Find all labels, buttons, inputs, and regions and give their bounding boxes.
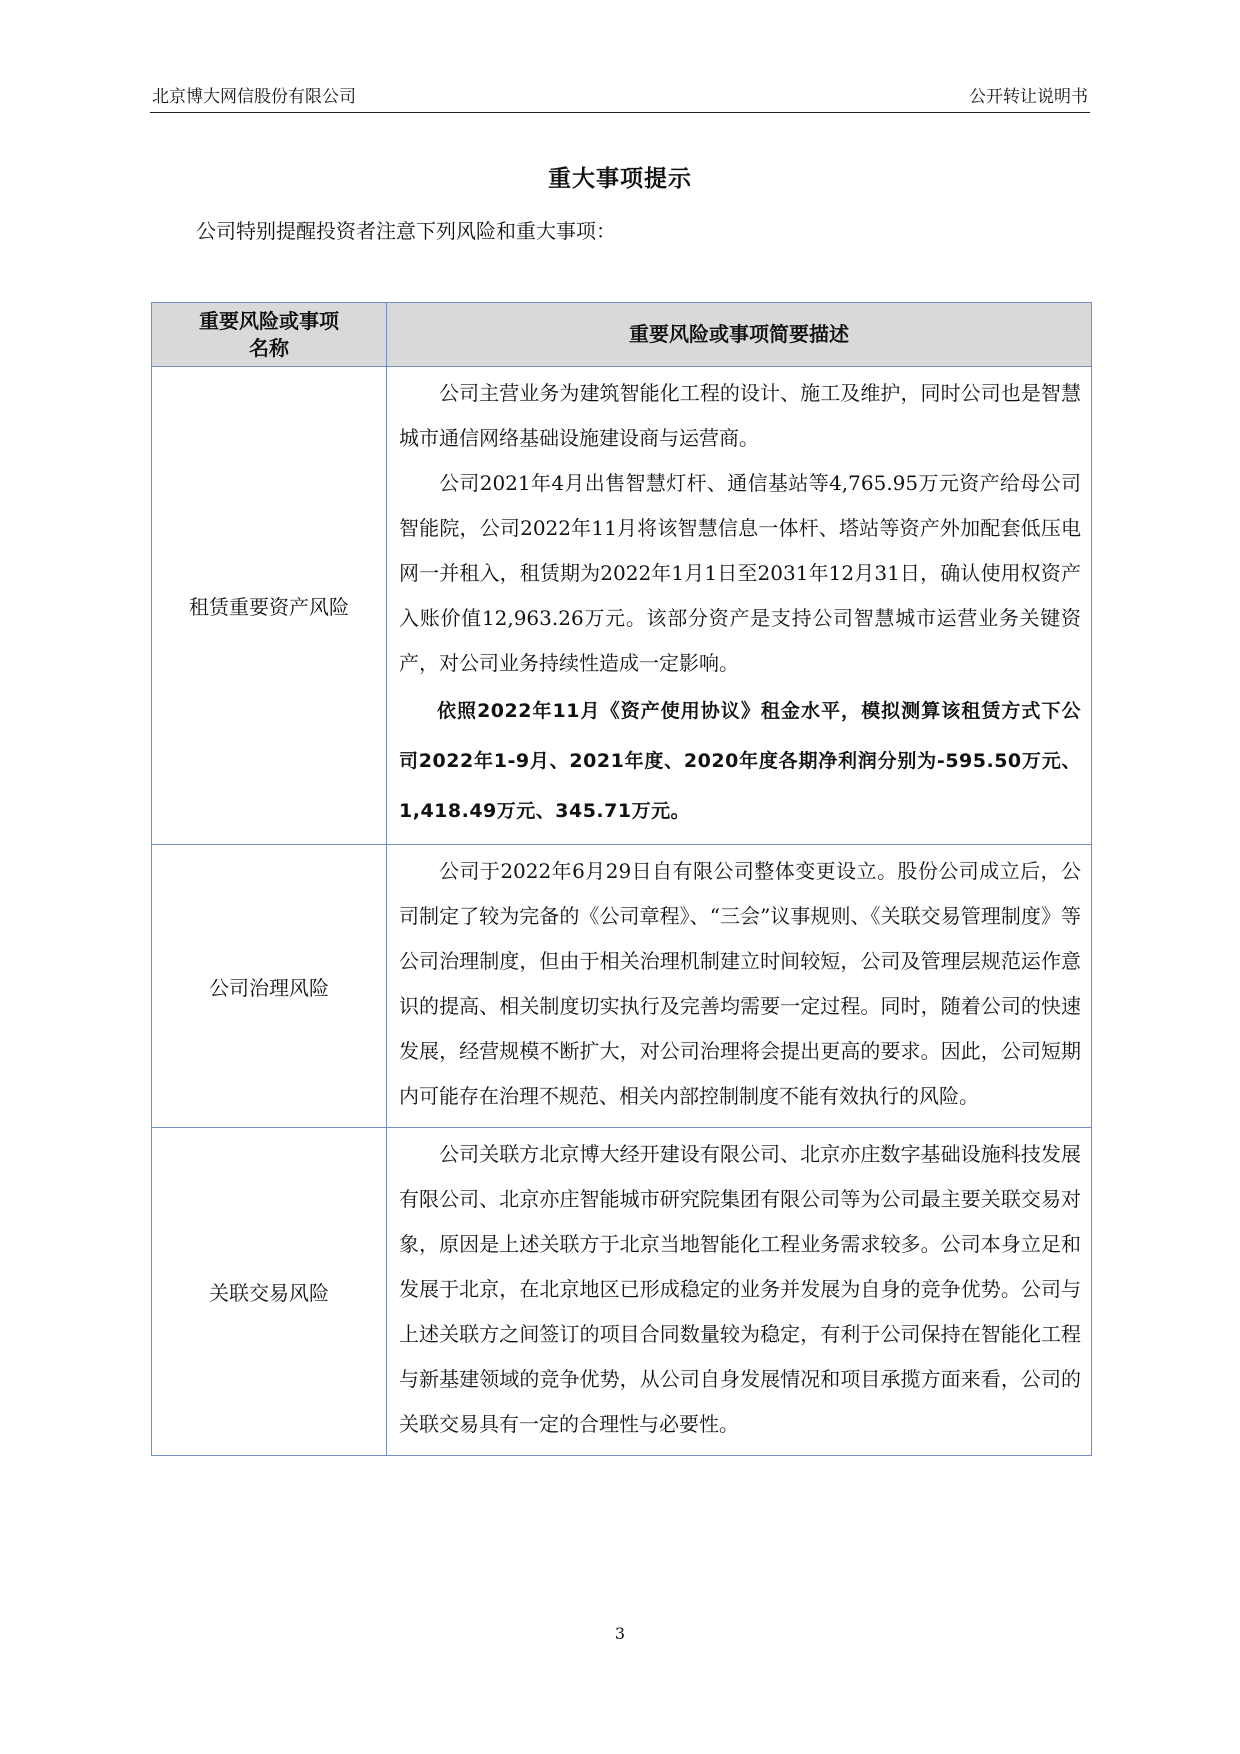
risk-name: 关联交易风险 <box>209 1281 329 1305</box>
page-header <box>150 86 1090 113</box>
risk-name-cell <box>152 367 387 845</box>
table-row <box>152 1128 1092 1456</box>
header-document-type: 公开转让说明书 <box>969 87 1088 107</box>
page-number: 3 <box>614 1624 626 1643</box>
description-paragraph: 公司2021年4月出售智慧灯杆、通信基站等4,765.95万元资产给母公司智能院，公司2022年11月将该智慧信息一体杆、塔站等资产外加配套低压电网一并租入，租赁期为2022年1月1日至2031年12月31日，确认使用权资产入账价值12,963.26万元。该部分资产是支持公司智慧城市运营业务关键资产，对公司业务持续性造成一定影响。 <box>399 471 1081 675</box>
risk-description-cell <box>387 1128 1092 1456</box>
table-row <box>152 367 1092 845</box>
description-bold-paragraph: 依照2022年11月《资产使用协议》租金水平，模拟测算该租赁方式下公司2022年1-9月、2021年度、2020年度各期净利润分别为-595.50万元、1,418.49万元、345.71万元。 <box>399 700 1081 822</box>
risk-name-cell <box>152 1128 387 1456</box>
risk-description-cell <box>387 367 1092 845</box>
table-row <box>152 845 1092 1128</box>
risk-name: 公司治理风险 <box>209 975 329 1000</box>
risk-table <box>151 302 1092 1456</box>
description-paragraph: 公司主营业务为建筑智能化工程的设计、施工及维护，同时公司也是智慧城市通信网络基础设施建设商与运营商。 <box>399 381 1081 450</box>
header-risk-name <box>152 303 387 367</box>
header-risk-description <box>387 303 1092 367</box>
description-paragraph: 公司关联方北京博大经开建设有限公司、北京亦庄数字基础设施科技发展有限公司、北京亦庄智能城市研究院集团有限公司等为公司最主要关联交易对象，原因是上述关联方于北京当地智能化工程业务需求较多。公司本身立足和发展于北京，在北京地区已形成稳定的业务并发展为自身的竞争优势。公司与上述关联方之间签订的项目合同数量较为稳定，有利于公司保持在智能化工程与新基建领域的竞争优势，从公司自身发展情况和项目承揽方面来看，公司的关联交易具有一定的合理性与必要性。 <box>399 1142 1081 1436</box>
page-title: 重大事项提示 <box>548 166 692 192</box>
intro-text: 公司特别提醒投资者注意下列风险和重大事项： <box>196 219 616 243</box>
header-company-name: 北京博大网信股份有限公司 <box>152 87 356 107</box>
risk-name-cell <box>152 845 387 1128</box>
table-header-row <box>152 303 1092 367</box>
risk-name: 租赁重要资产风险 <box>189 595 349 619</box>
description-paragraph: 公司于2022年6月29日自有限公司整体变更设立。股份公司成立后，公司制定了较为完备的《公司章程》、“三会”议事规则、《关联交易管理制度》等公司治理制度，但由于相关治理机制建立时间较短，公司及管理层规范运作意识的提高、相关制度切实执行及完善均需要一定过程。同时，随着公司的快速发展，经营规模不断扩大，对公司治理将会提出更高的要求。因此，公司短期内可能存在治理不规范、相关内部控制制度不能有效执行的风险。 <box>399 859 1081 1108</box>
risk-description-cell <box>387 845 1092 1128</box>
header-risk-name-label: 重要风险或事项名称 <box>199 308 339 360</box>
header-risk-description-label: 重要风险或事项简要描述 <box>629 322 849 346</box>
